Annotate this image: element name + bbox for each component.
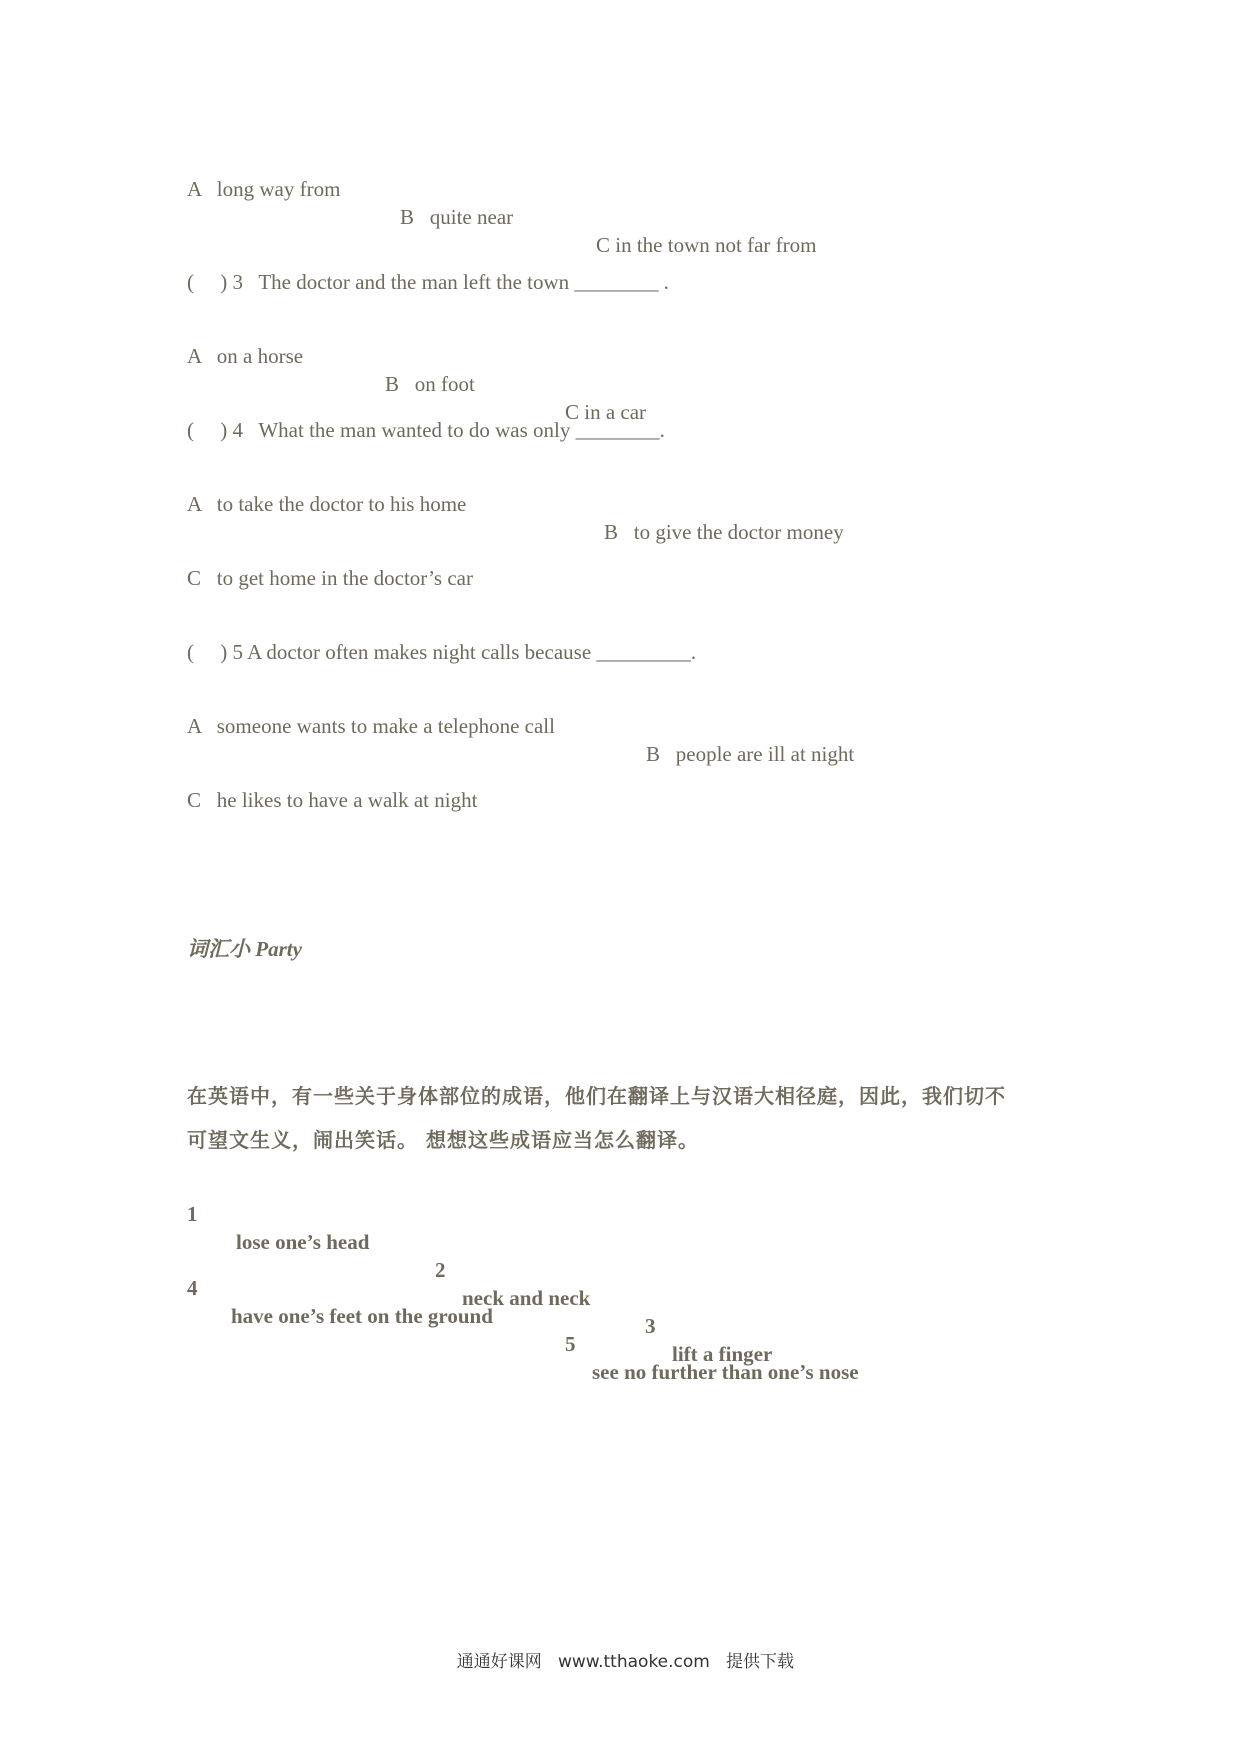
idiom-2-text: neck and neck bbox=[462, 1286, 591, 1310]
q3-option-b: B on foot bbox=[385, 372, 475, 396]
idiom-4-text: have one’s feet on the ground bbox=[231, 1304, 493, 1328]
footer-text: 通通好课网 www.tthaoke.com 提供下载 bbox=[456, 1652, 795, 1672]
vocab-intro-text-1: 在英语中，有一些关于身体部位的成语，他们在翻译上与汉语大相径庭，因此，我们切不 bbox=[187, 1084, 1006, 1108]
q3-option-a: A on a horse bbox=[187, 344, 304, 368]
question-4-option-c-line bbox=[0, 536, 473, 592]
idiom-5-number: 5 bbox=[565, 1332, 576, 1356]
page-footer bbox=[0, 1620, 1240, 1676]
question-5-stem bbox=[0, 610, 697, 666]
q3-stem-text: ( ) 3 The doctor and the man left the town ________ . bbox=[187, 270, 669, 294]
q5-option-b: B people are ill at night bbox=[646, 742, 855, 766]
idiom-3-number: 3 bbox=[645, 1314, 656, 1338]
q4-option-a: A to take the doctor to his home bbox=[187, 492, 467, 516]
question-3-stem bbox=[0, 240, 669, 296]
q5-option-c: C he likes to have a walk at night bbox=[187, 788, 478, 812]
q2-option-c: C in the town not far from bbox=[596, 233, 817, 257]
q3-option-c: C in a car bbox=[565, 400, 647, 424]
question-4-options-ab bbox=[0, 462, 844, 546]
idiom-3-text: lift a finger bbox=[672, 1342, 773, 1366]
q5-stem-text: ( ) 5 A doctor often makes night calls because _________. bbox=[187, 640, 697, 664]
vocab-intro-line-2 bbox=[0, 1098, 699, 1154]
question-5-option-c-line bbox=[0, 758, 478, 814]
question-5-options-ab bbox=[0, 684, 855, 768]
idiom-5-text: see no further than one’s nose bbox=[592, 1360, 859, 1384]
q4-option-c: C to get home in the doctor’s car bbox=[187, 566, 473, 590]
idiom-2-number: 2 bbox=[435, 1258, 446, 1282]
idiom-4-number: 4 bbox=[187, 1276, 198, 1300]
q2-option-a: A long way from bbox=[187, 177, 341, 201]
idiom-1-text: lose one’s head bbox=[236, 1230, 370, 1254]
vocab-heading-line bbox=[0, 907, 302, 963]
q4-option-b: B to give the doctor money bbox=[604, 520, 844, 544]
vocab-heading: 词汇小 Party bbox=[187, 937, 302, 961]
idiom-1-number: 1 bbox=[187, 1202, 198, 1226]
q2-option-b: B quite near bbox=[400, 205, 514, 229]
vocab-intro-text-2: 可望文生义，闹出笑话。 想想这些成语应当怎么翻译。 bbox=[187, 1128, 699, 1152]
q5-option-a: A someone wants to make a telephone call bbox=[187, 714, 555, 738]
q4-stem-text: ( ) 4 What the man wanted to do was only ________. bbox=[187, 418, 665, 442]
